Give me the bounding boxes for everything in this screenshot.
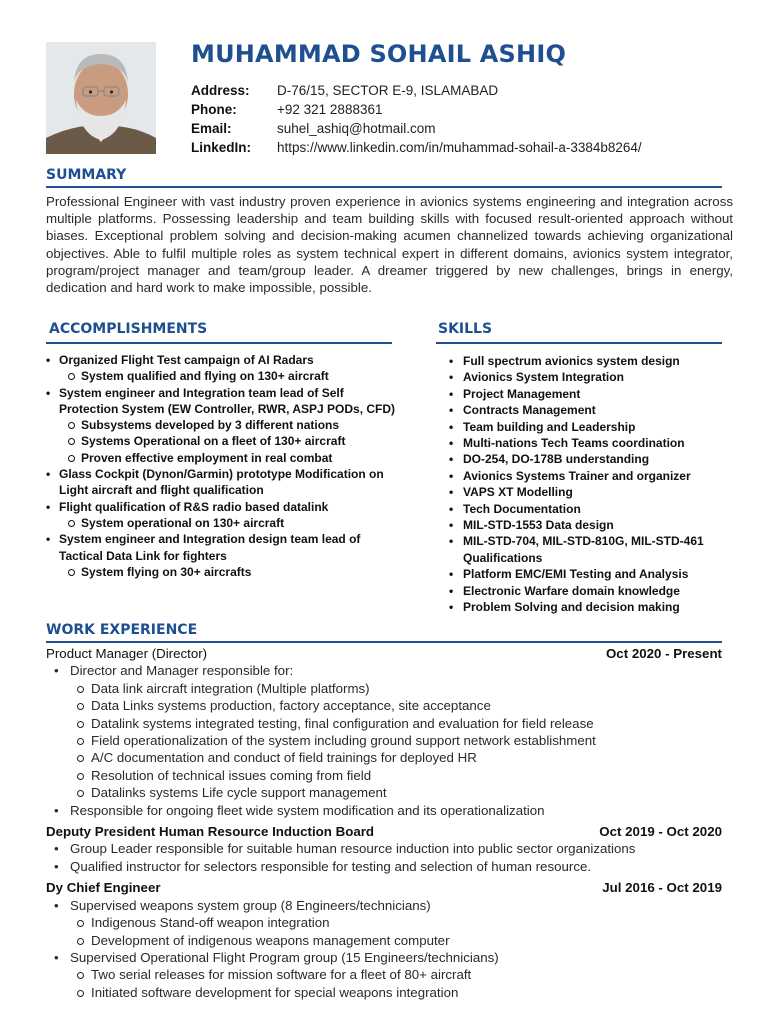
list-item: Initiated software development for special weapons integration <box>46 984 722 1001</box>
email-link[interactable]: suhel_ashiq@hotmail.com <box>277 121 436 136</box>
list-item: System operational on 130+ aircraft <box>46 515 406 531</box>
skills-list <box>449 353 749 616</box>
skill-item: • Avionics Systems Trainer and organizer <box>449 468 749 484</box>
list-item: Datalink systems integrated testing, final configuration and evaluation for field release <box>46 715 722 732</box>
job-dates: Oct 2020 - Present <box>605 646 722 661</box>
contact-info <box>191 81 642 157</box>
job-header <box>46 879 722 896</box>
work-divider <box>46 641 722 643</box>
candidate-name: MUHAMMAD SOHAIL ASHIQ <box>191 40 567 68</box>
linkedin-link[interactable]: https://www.linkedin.com/in/muhammad-sohail-a-3384b8264/ <box>277 140 642 155</box>
list-item: • Glass Cockpit (Dynon/Garmin) prototype Modification on Light aircraft and flight qualification <box>46 466 406 499</box>
list-item: Indigenous Stand-off weapon integration <box>46 914 722 931</box>
job-header <box>46 823 722 840</box>
list-item: • Qualified instructor for selectors responsible for testing and selection of human resource. <box>46 858 722 875</box>
list-item: Datalinks systems Life cycle support management <box>46 784 722 801</box>
list-item: • Organized Flight Test campaign of AI Radars <box>46 352 406 368</box>
list-item: • System engineer and Integration design team lead of Tactical Data Link for fighters <box>46 531 406 564</box>
accomplishments-divider <box>46 342 392 344</box>
list-item: Proven effective employment in real combat <box>46 450 406 466</box>
skill-item: • Avionics System Integration <box>449 369 749 385</box>
skill-item: • Full spectrum avionics system design <box>449 353 749 369</box>
skills-title: SKILLS <box>438 321 493 337</box>
skill-item: • Problem Solving and decision making <box>449 599 749 615</box>
skill-item: • Project Management <box>449 386 749 402</box>
list-item: • Supervised weapons system group (8 Engineers/technicians) <box>46 897 722 914</box>
summary-text: Professional Engineer with vast industry proven experience in avionics systems engineering and integration across multiple platforms. Possessing leadership and team building skills with focused result-oriented approach without biases. Exceptional problem solving and decision-making acumen channelized towards achieving organizational objectives. Able to fulfil multiple roles as system technical expert in different domains, avionics system integrator, program/project manager and team/group leader. A dreamer triggered by new challenges, brings in energy, dedication and hard work to make impossible, possible. <box>46 194 733 296</box>
skill-item: • Multi-nations Tech Teams coordination <box>449 435 749 451</box>
skill-item: • Platform EMC/EMI Testing and Analysis <box>449 566 749 582</box>
list-item: • Group Leader responsible for suitable human resource induction into public sector organizations <box>46 840 722 857</box>
list-item: • Flight qualification of R&S radio based datalink <box>46 499 406 515</box>
list-item: System qualified and flying on 130+ aircraft <box>46 368 406 384</box>
job-header <box>46 645 722 662</box>
list-item: • Responsible for ongoing fleet wide system modification and its operationalization <box>46 802 722 819</box>
accomplishments-title: ACCOMPLISHMENTS <box>49 321 208 337</box>
skills-divider <box>436 342 722 344</box>
list-item: Two serial releases for mission software for a fleet of 80+ aircraft <box>46 966 722 983</box>
contact-address: Address: D-76/15, SECTOR E-9, ISLAMABAD <box>191 83 499 98</box>
list-item: Systems Operational on a fleet of 130+ aircraft <box>46 433 406 449</box>
list-item: Development of indigenous weapons management computer <box>46 932 722 949</box>
contact-email: Email: suhel_ashiq@hotmail.com <box>191 121 436 136</box>
summary-title: SUMMARY <box>46 167 127 183</box>
job-title: Product Manager (Director) <box>46 646 208 661</box>
skill-item: • MIL-STD-1553 Data design <box>449 517 749 533</box>
summary-divider <box>46 186 722 188</box>
contact-linkedin: LinkedIn: https://www.linkedin.com/in/muhammad-sohail-a-3384b8264/ <box>191 140 642 155</box>
job-dates: Oct 2019 - Oct 2020 <box>599 824 722 840</box>
job-title: Dy Chief Engineer <box>46 880 161 896</box>
list-item: Field operationalization of the system including ground support network establishment <box>46 732 722 749</box>
profile-photo <box>46 42 156 154</box>
skill-item: • DO-254, DO-178B understanding <box>449 451 749 467</box>
list-item: • Supervised Operational Flight Program group (15 Engineers/technicians) <box>46 949 722 966</box>
work-experience-title: WORK EXPERIENCE <box>46 622 198 638</box>
list-item: Resolution of technical issues coming from field <box>46 767 722 784</box>
work-experience-list <box>46 645 722 1001</box>
skill-item: • Tech Documentation <box>449 501 749 517</box>
skill-item: • MIL-STD-704, MIL-STD-810G, MIL-STD-461 Qualifications <box>449 533 749 566</box>
list-item: A/C documentation and conduct of field trainings for deployed HR <box>46 749 722 766</box>
list-item: Subsystems developed by 3 different nations <box>46 417 406 433</box>
list-item: • Director and Manager responsible for: <box>46 662 722 679</box>
list-item: Data link aircraft integration (Multiple platforms) <box>46 680 722 697</box>
list-item: Data Links systems production, factory acceptance, site acceptance <box>46 697 722 714</box>
list-item: System flying on 30+ aircrafts <box>46 564 406 580</box>
accomplishments-list <box>46 352 406 580</box>
skill-item: • Contracts Management <box>449 402 749 418</box>
skill-item: • VAPS XT Modelling <box>449 484 749 500</box>
job-dates: Jul 2016 - Oct 2019 <box>602 880 722 896</box>
skill-item: • Team building and Leadership <box>449 419 749 435</box>
list-item: • System engineer and Integration team lead of Self Protection System (EW Controller, RWR, ASPJ PODs, CFD) <box>46 385 406 418</box>
contact-phone: Phone: +92 321 2888361 <box>191 102 383 117</box>
job-title: Deputy President Human Resource Induction Board <box>46 824 375 840</box>
skill-item: • Electronic Warfare domain knowledge <box>449 583 749 599</box>
